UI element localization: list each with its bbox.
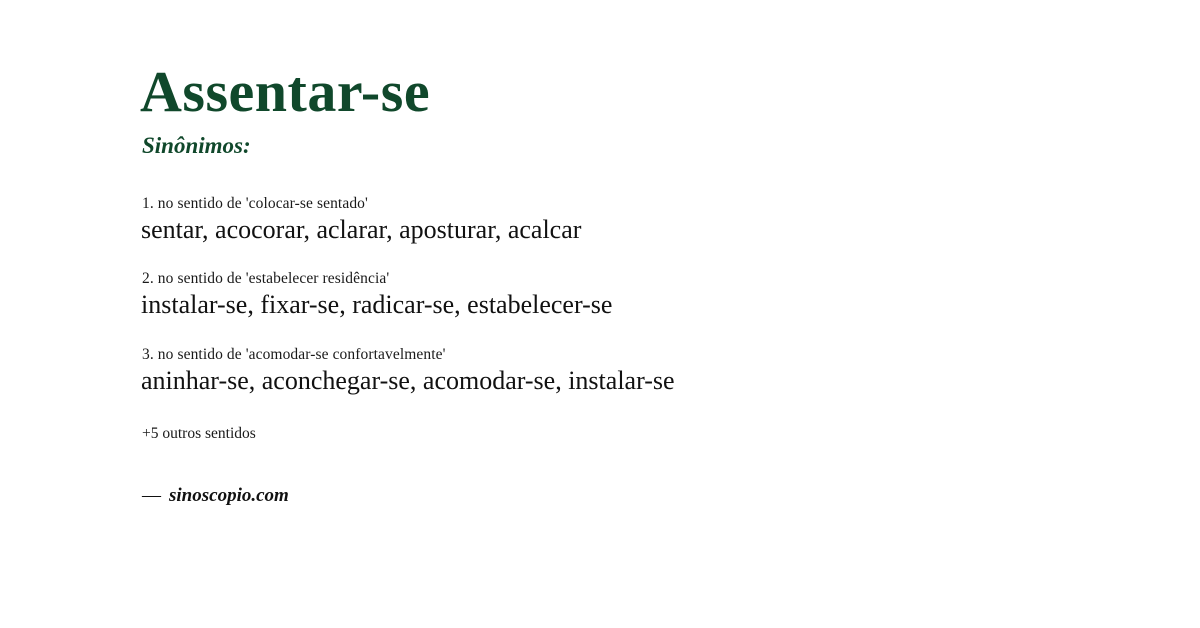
sense-synonyms: sentar, acocorar, aclarar, aposturar, acalcar: [141, 214, 582, 244]
sense-entry: [140, 270, 1100, 322]
source-attribution: [142, 485, 1100, 507]
more-senses-note: +5 outros sentidos: [142, 425, 256, 443]
page-title: Assentar-se: [140, 59, 431, 124]
senses-list: [140, 195, 1100, 398]
sense-entry: [140, 195, 1100, 247]
sense-label: 2. no sentido de 'estabelecer residência': [142, 270, 390, 288]
source-name: sinoscopio.com: [169, 485, 289, 507]
em-dash: —: [142, 485, 161, 507]
sense-entry: [140, 346, 1100, 398]
sense-synonyms: instalar-se, fixar-se, radicar-se, estabelecer-se: [141, 290, 613, 320]
sense-label: 1. no sentido de 'colocar-se sentado': [142, 194, 368, 212]
subtitle-synonyms: Sinônimos:: [142, 132, 251, 158]
sense-synonyms: aninhar-se, aconchegar-se, acomodar-se, instalar-se: [141, 365, 675, 395]
sense-label: 3. no sentido de 'acomodar-se confortavelmente': [142, 345, 446, 363]
